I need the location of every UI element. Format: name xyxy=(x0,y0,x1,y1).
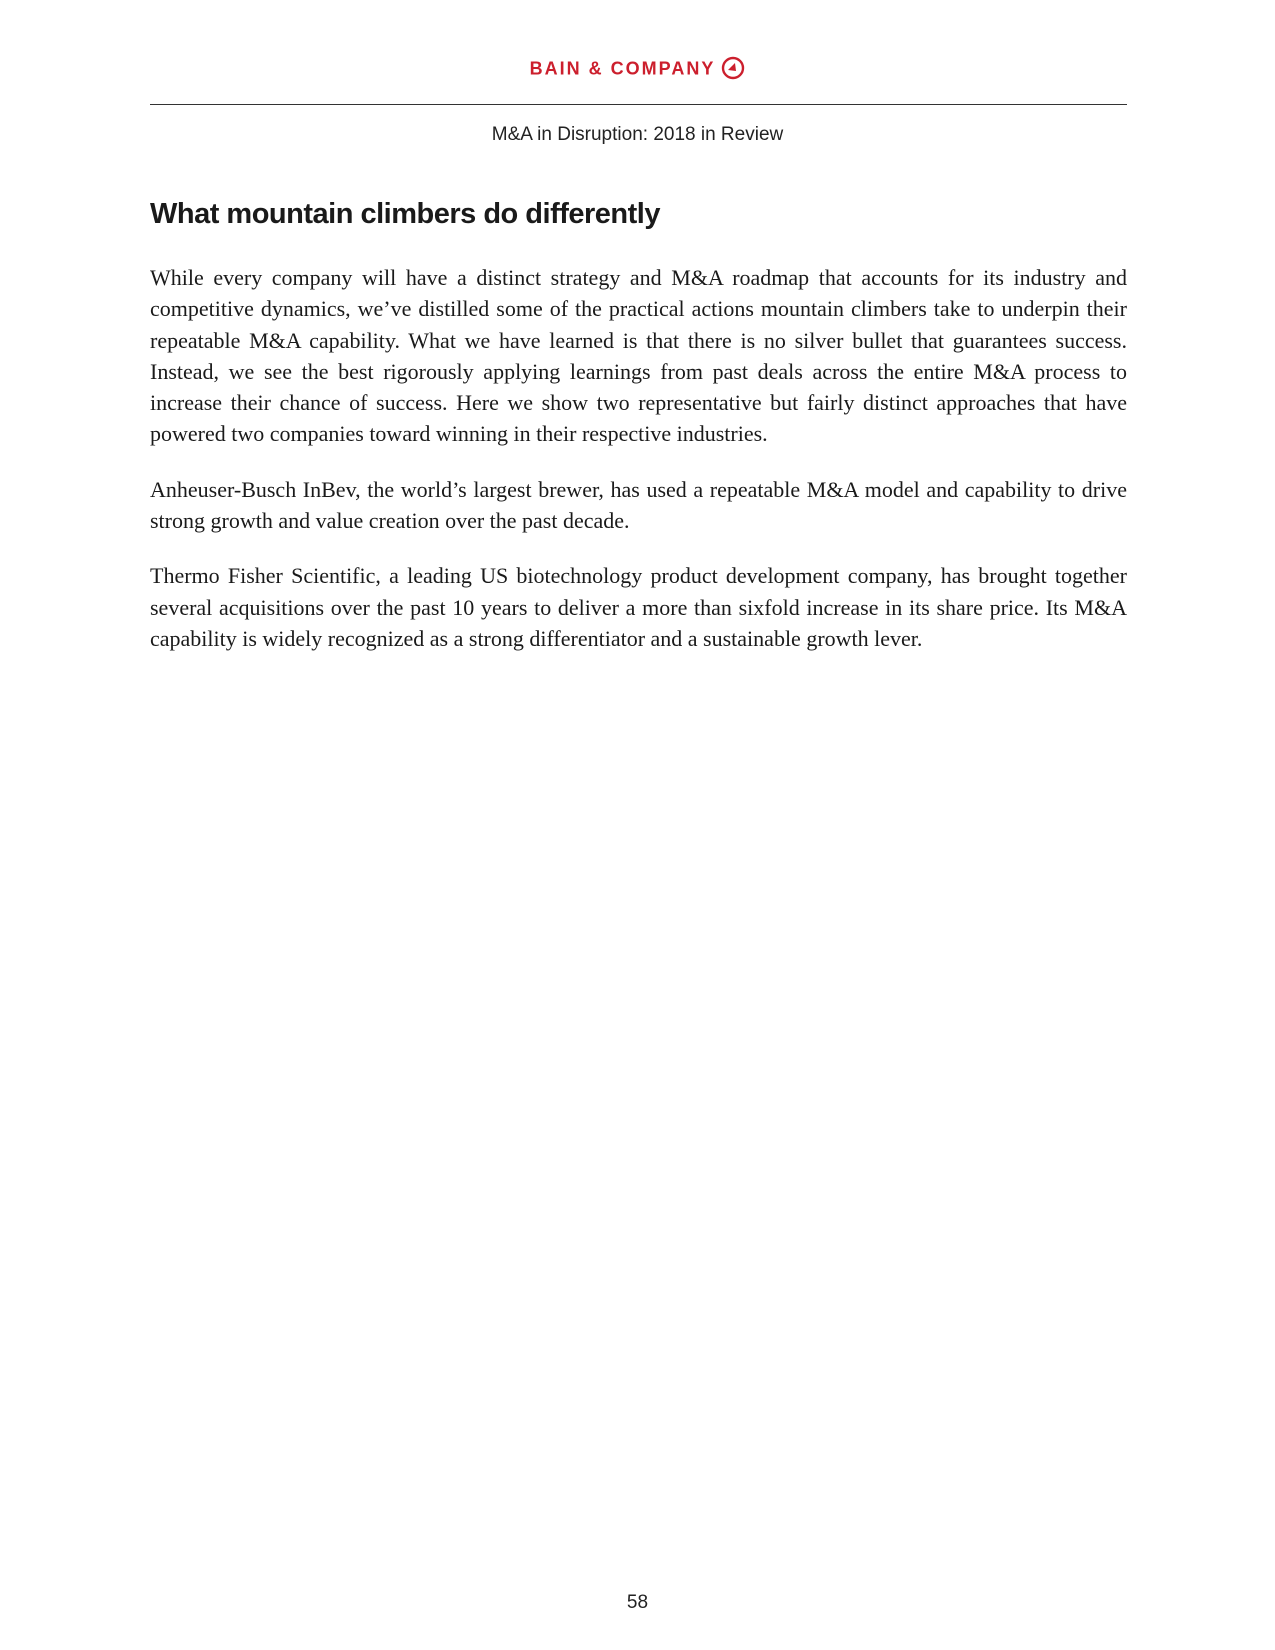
page-header xyxy=(0,52,1275,83)
brand-name: BAIN & COMPANY xyxy=(529,58,716,79)
bain-circle-logo-icon xyxy=(721,56,745,80)
page-number: 58 xyxy=(626,1592,649,1613)
body-text xyxy=(150,262,1127,678)
section-title: What mountain climbers do differently xyxy=(150,198,660,230)
paragraph-thermo-fisher: Thermo Fisher Scientific, a leading US biotechnology product development company, has brought together several acquisitions over the past 10 years to deliver a more than sixfold increase in its share price. Its M&A capability is widely recognized as a strong differentiator and a sustainable growth lever. xyxy=(150,563,1127,651)
paragraph-intro: While every company will have a distinct strategy and M&A roadmap that accounts for its industry and competitive dynamics, we’ve distilled some of the practical actions mountain climbers take to underpin their repeatable M&A capability. What we have learned is that there is no silver bullet that guarantees success. Instead, we see the best rigorously applying learnings from past deals across the entire M&A process to increase their chance of success. Here we show two representative but fairly distinct approaches that have powered two companies toward winning in their respective industries. xyxy=(150,265,1127,447)
document-subtitle: M&A in Disruption: 2018 in Review xyxy=(491,124,784,145)
paragraph-ab-inbev: Anheuser-Busch InBev, the world’s largest brewer, has used a repeatable M&A model and capability to drive strong growth and value creation over the past decade. xyxy=(150,476,1127,534)
header-divider xyxy=(150,104,1127,105)
